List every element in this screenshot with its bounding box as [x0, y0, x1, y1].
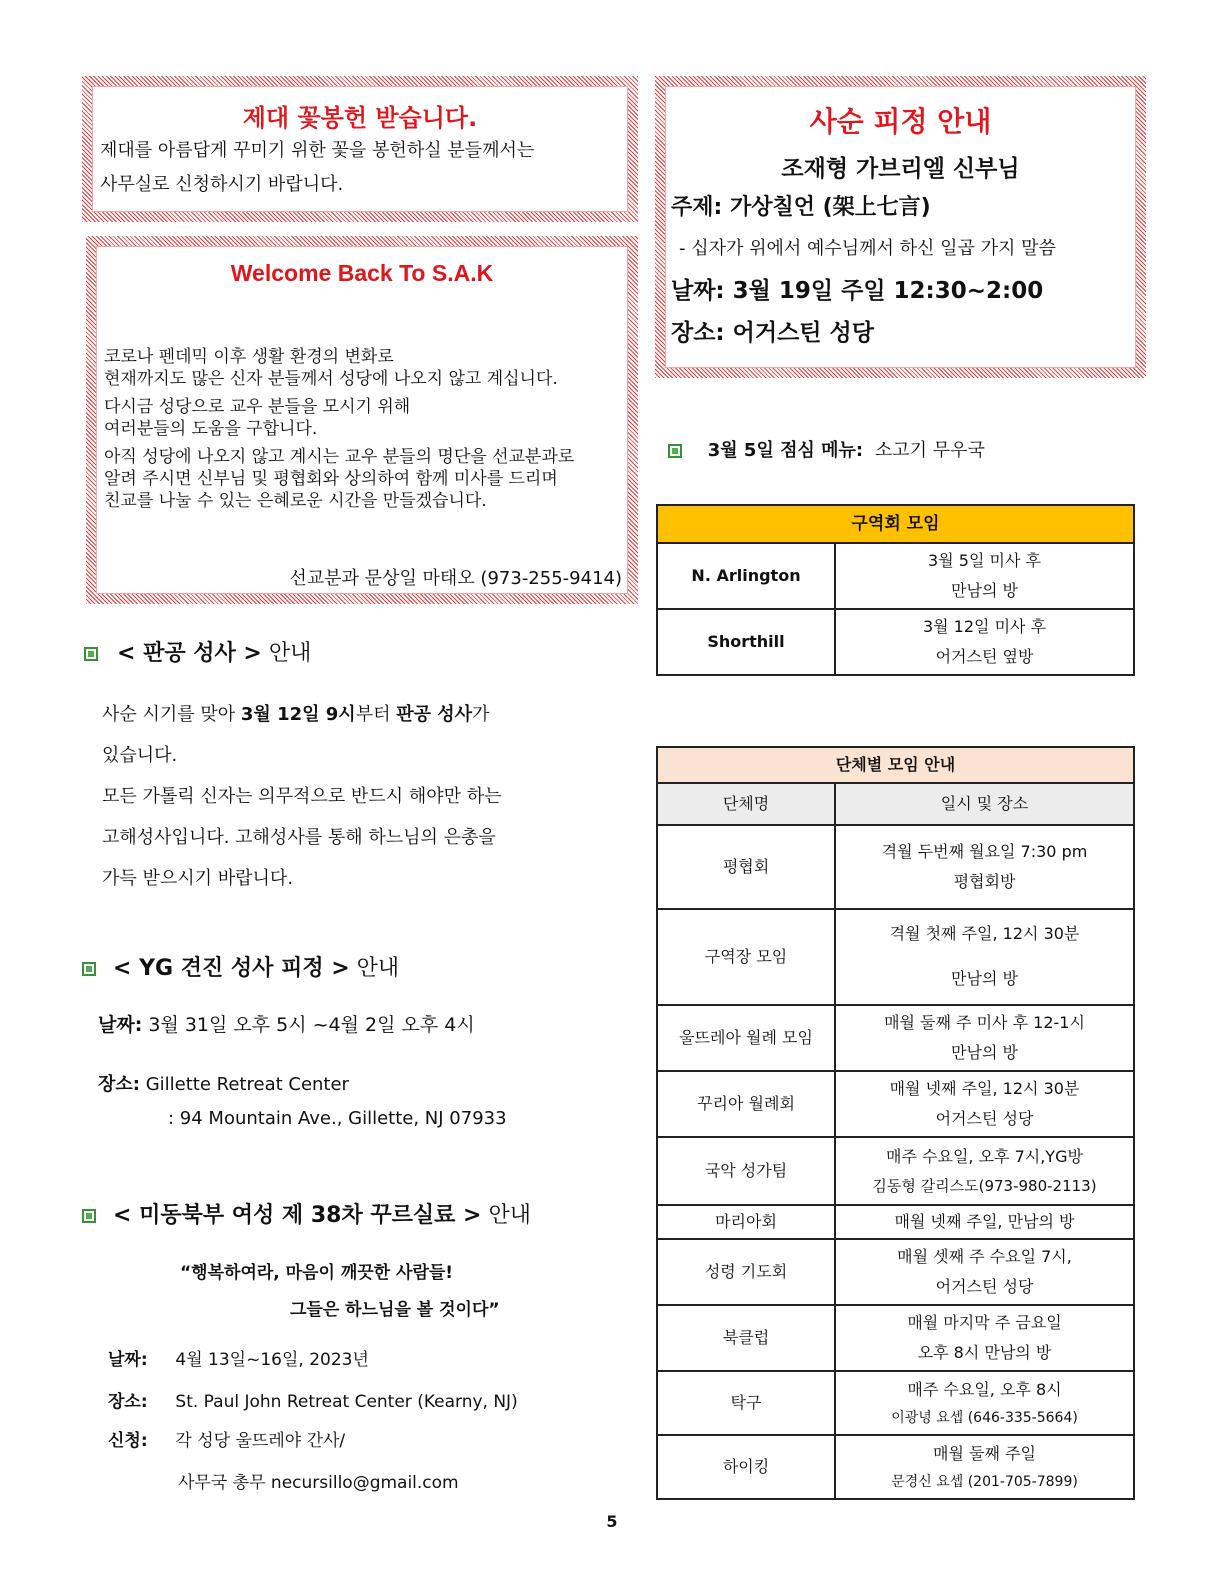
confession-line3: 모든 가톨릭 신자는 의무적으로 반드시 해야만 하는 [102, 786, 502, 807]
group-schedule-line2: 만남의 방 [951, 969, 1018, 988]
welcome-p3-line2: 알려 주시면 신부님 및 평협회와 상의하여 함께 미사를 드리며 [104, 469, 558, 489]
cursillo-date [108, 1345, 369, 1370]
group-schedule-line2: 만남의 방 [951, 1043, 1018, 1062]
table-row [657, 1435, 1134, 1499]
cursillo-quote-line2: 그들은 하느님을 볼 것이다” [290, 1300, 500, 1320]
flower-offering-line1: 제대를 아름답게 꾸미기 위한 꽃을 봉헌하실 분들께서는 [100, 140, 535, 161]
confession-line1-a: 사순 시기를 맞아 [102, 704, 241, 725]
yg-heading-bold: < YG 견진 성사 피정 > [113, 956, 350, 981]
confession-line1 [102, 694, 622, 735]
district-schedule-line2: 만남의 방 [951, 581, 1018, 600]
welcome-p3-line1: 아직 성당에 나오지 않고 계시는 교우 분들의 명단을 선교분과로 [104, 447, 575, 467]
table-row [657, 609, 1134, 675]
district-schedule-line1: 3월 12일 미사 후 [922, 616, 1047, 636]
cursillo-place-value: St. Paul John Retreat Center (Kearny, NJ) [175, 1392, 518, 1412]
group-schedule [835, 1071, 1134, 1137]
welcome-contact: 선교분과 문상일 마태오 (973-255-9414) [289, 568, 622, 589]
group-schedule-line1: 매월 마지막 주 금요일 [907, 1312, 1062, 1332]
confession-line5: 가득 받으시기 바랍니다. [102, 868, 294, 889]
bullet-square-icon [82, 1209, 96, 1223]
group-schedule [835, 1205, 1134, 1239]
bullet-square-icon [668, 444, 682, 458]
group-name: 꾸리아 월례회 [657, 1071, 835, 1137]
yg-date [98, 1010, 475, 1037]
confession-body [102, 694, 622, 899]
group-schedule-line1: 매주 수요일, 오후 7시,YG방 [886, 1146, 1083, 1166]
yg-date-value: 3월 31일 오후 5시 ~4월 2일 오후 4시 [148, 1014, 475, 1036]
yg-place [98, 1070, 349, 1096]
group-schedule-line1: 매월 셋째 주 수요일 7시, [897, 1246, 1072, 1266]
confession-heading-rest: 안내 [268, 641, 312, 666]
group-schedule [835, 1239, 1134, 1305]
flower-offering-title: 제대 꽃봉헌 받습니다. [242, 104, 478, 132]
group-name: 마리아회 [657, 1205, 835, 1239]
welcome-back-box [86, 236, 638, 604]
group-schedule-line2: 어거스틴 성당 [935, 1109, 1034, 1128]
cursillo-quote-line1: “행복하여라, 마음이 깨끗한 사람들! [180, 1263, 454, 1283]
welcome-p3-line3: 친교를 나눌 수 있는 은혜로운 시간을 만들겠습니다. [104, 491, 487, 511]
group-name: 울뜨레아 월례 모임 [657, 1005, 835, 1071]
group-schedule [835, 1435, 1134, 1499]
group-name: 하이킹 [657, 1435, 835, 1499]
group-schedule-line2: 평협회방 [953, 872, 1016, 891]
welcome-p2-line1: 다시금 성당으로 교우 분들을 모시기 위해 [104, 397, 411, 417]
confession-heading-bold: < 판공 성사 > [117, 641, 262, 666]
yg-heading-rest: 안내 [356, 956, 400, 981]
lunch-menu-label: 3월 5일 점심 메뉴: [707, 440, 864, 461]
group-schedule-line2: 문경신 요셉 (201-705-7899) [891, 1473, 1078, 1490]
group-schedule-line2: 오후 8시 만남의 방 [917, 1343, 1052, 1362]
confession-heading [84, 636, 311, 667]
lent-retreat-date: 날짜: 3월 19일 주일 12:30~2:00 [671, 278, 1044, 304]
group-schedule [835, 1005, 1134, 1071]
group-name: 탁구 [657, 1371, 835, 1435]
lent-retreat-place: 장소: 어거스틴 성당 [671, 320, 874, 346]
cursillo-heading [82, 1198, 531, 1229]
table-row [657, 1239, 1134, 1305]
district-schedule [835, 609, 1134, 675]
yg-address: : 94 Mountain Ave., Gillette, NJ 07933 [168, 1108, 507, 1129]
group-schedule-line2: 이광녕 요셉 (646-335-5664) [891, 1409, 1078, 1426]
lent-retreat-theme: 주제: 가상칠언 (架上七言) [671, 195, 931, 220]
welcome-p1-line2: 현재까지도 많은 신자 분들께서 성당에 나오지 않고 계십니다. [104, 369, 558, 389]
group-schedule-line1: 매월 넷째 주일, 만남의 방 [894, 1211, 1075, 1231]
welcome-title: Welcome Back To S.A.K [230, 260, 494, 286]
cursillo-date-label: 날짜: [108, 1350, 148, 1370]
group-schedule [835, 825, 1134, 909]
group-name: 성령 기도회 [657, 1239, 835, 1305]
lent-retreat-box [655, 76, 1146, 378]
table-row [657, 1005, 1134, 1071]
confession-line1-d: 판공 성사 [396, 704, 473, 725]
cursillo-apply-line2: 사무국 총무 necursillo@gmail.com [178, 1473, 459, 1493]
table-row [657, 1071, 1134, 1137]
district-meeting-table [656, 504, 1135, 676]
cursillo-place [108, 1387, 518, 1412]
confession-line4: 고해성사입니다. 고해성사를 통해 하느님의 은총을 [102, 827, 496, 848]
cursillo-apply-label: 신청: [108, 1431, 148, 1451]
group-schedule-line1: 격월 두번째 월요일 7:30 pm [881, 841, 1088, 861]
table-row [657, 1205, 1134, 1239]
cursillo-heading-bold: < 미동북부 여성 제 38차 꾸르실료 > [113, 1203, 482, 1228]
groups-col-schedule-header: 일시 및 장소 [835, 783, 1134, 825]
confession-line1-c: 부터 [355, 704, 397, 725]
page-number: 5 [606, 1512, 618, 1531]
group-schedule-line1: 매월 둘째 주 미사 후 12-1시 [884, 1012, 1085, 1032]
bullet-square-icon [84, 647, 98, 661]
group-name: 국악 성가팀 [657, 1137, 835, 1205]
table-row [657, 825, 1134, 909]
group-schedule-line1: 매월 넷째 주일, 12시 30분 [889, 1078, 1080, 1098]
yg-date-label: 날짜: [98, 1014, 143, 1036]
welcome-p1-line1: 코로나 펜데믹 이후 생활 환경의 변화로 [104, 347, 394, 367]
table-row [657, 909, 1134, 1005]
district-schedule [835, 543, 1134, 609]
confession-line1-e: 가 [472, 704, 490, 725]
groups-col-name-header: 단체명 [657, 783, 835, 825]
table-row [657, 1137, 1134, 1205]
group-name: 북클럽 [657, 1305, 835, 1371]
lent-retreat-subtheme: - 십자가 위에서 예수님께서 하신 일곱 가지 말씀 [679, 238, 1056, 259]
cursillo-date-value: 4월 13일~16일, 2023년 [175, 1350, 369, 1370]
confession-line1-b: 3월 12일 9시 [240, 704, 356, 725]
district-name: N. Arlington [657, 543, 835, 609]
table-row [657, 1305, 1134, 1371]
bullet-square-icon [82, 962, 96, 976]
confession-line2: 있습니다. [102, 745, 178, 766]
welcome-text [104, 346, 634, 512]
yg-place-label: 장소: [98, 1074, 140, 1095]
group-schedule [835, 909, 1134, 1005]
group-schedule-line2: 어거스틴 성당 [935, 1277, 1034, 1296]
district-schedule-line1: 3월 5일 미사 후 [928, 550, 1041, 570]
groups-meeting-table [656, 746, 1135, 1500]
lent-retreat-title: 사순 피정 안내 [809, 105, 992, 138]
group-schedule [835, 1137, 1134, 1205]
group-name: 평협회 [657, 825, 835, 909]
lunch-menu [668, 436, 985, 462]
welcome-p2-line2: 여러분들의 도움을 구합니다. [104, 419, 318, 439]
district-table-header: 구역회 모임 [657, 505, 1134, 543]
table-row [657, 543, 1134, 609]
cursillo-heading-rest: 안내 [488, 1203, 531, 1228]
cursillo-apply-value: 각 성당 울뜨레야 간사/ [175, 1431, 346, 1451]
cursillo-place-label: 장소: [108, 1392, 148, 1412]
groups-table-header: 단체별 모임 안내 [657, 747, 1134, 783]
group-schedule [835, 1371, 1134, 1435]
group-schedule-line1: 매주 수요일, 오후 8시 [907, 1379, 1062, 1399]
cursillo-apply [108, 1426, 345, 1451]
district-name: Shorthill [657, 609, 835, 675]
group-schedule [835, 1305, 1134, 1371]
flower-offering-box [82, 76, 638, 222]
district-schedule-line2: 어거스틴 옆방 [935, 647, 1034, 666]
flower-offering-line2: 사무실로 신청하시기 바랍니다. [100, 174, 344, 195]
group-schedule-line1: 매월 둘째 주일 [933, 1443, 1036, 1463]
lunch-menu-value: 소고기 무우국 [874, 440, 985, 461]
yg-place-value: Gillette Retreat Center [145, 1074, 349, 1095]
group-schedule-line1: 격월 첫째 주일, 12시 30분 [889, 924, 1080, 944]
group-name: 구역장 모임 [657, 909, 835, 1005]
yg-heading [82, 951, 399, 982]
group-schedule-line2: 김동형 갈리스도(973-980-2113) [872, 1176, 1097, 1195]
lent-retreat-priest: 조재형 가브리엘 신부님 [781, 156, 1020, 182]
table-row [657, 1371, 1134, 1435]
